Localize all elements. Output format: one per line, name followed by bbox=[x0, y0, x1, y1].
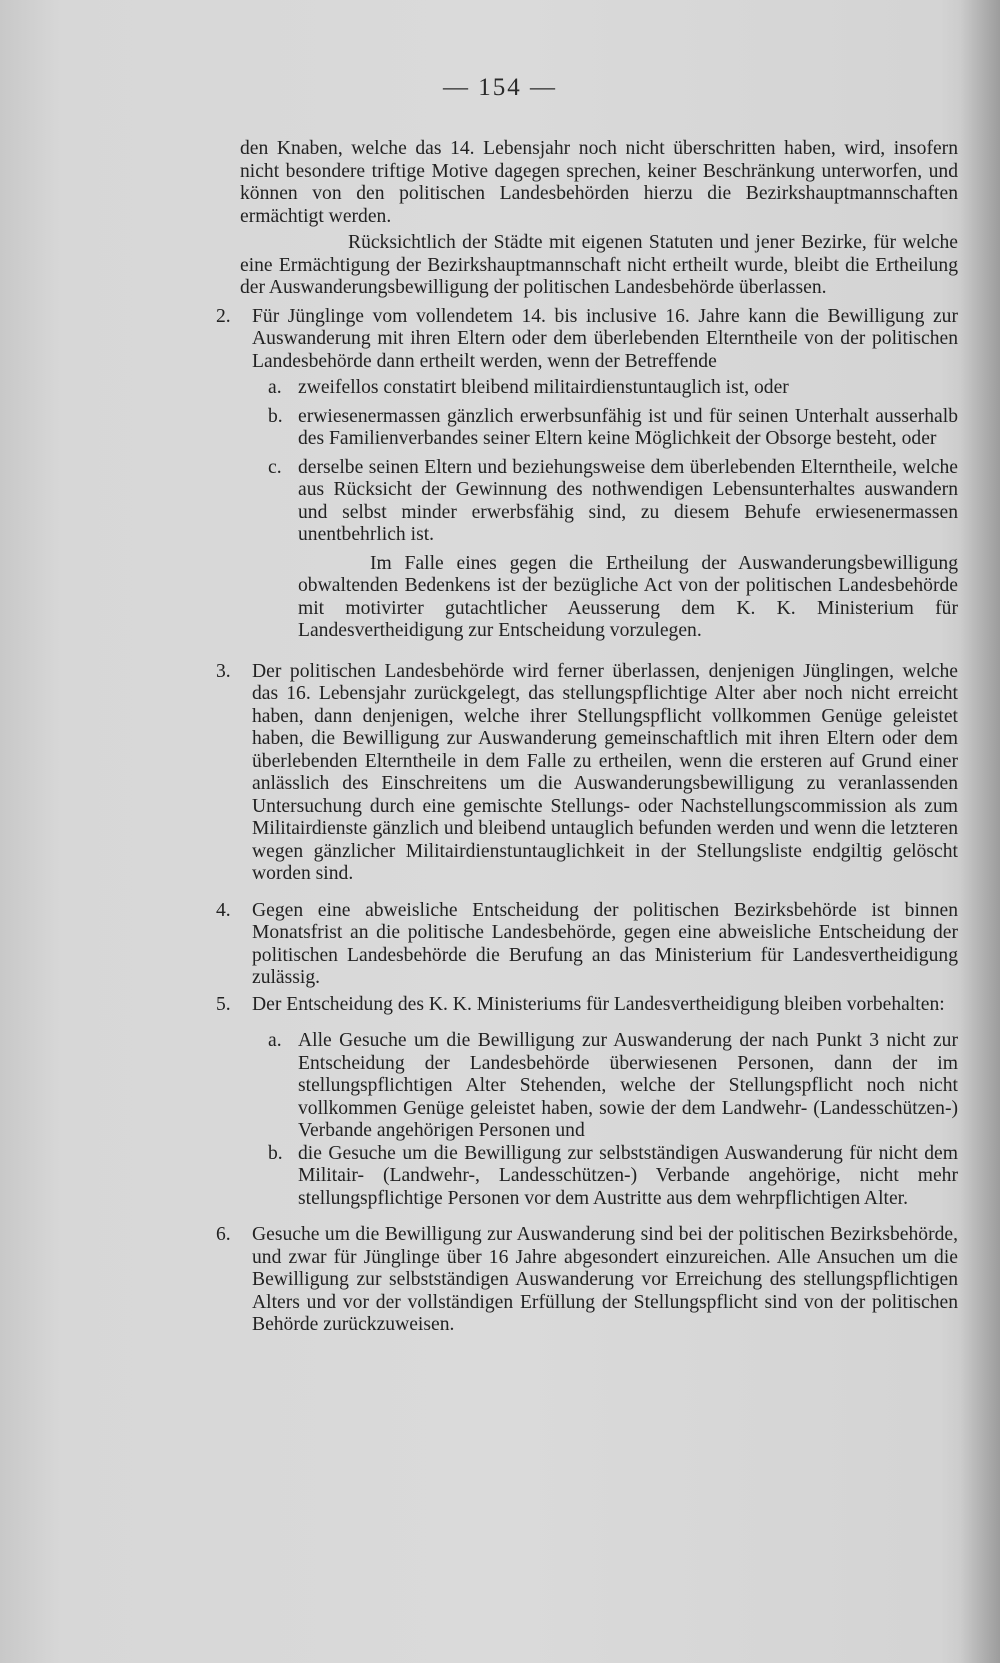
section-4-number: 4. bbox=[216, 899, 231, 921]
item-letter: b. bbox=[268, 1142, 283, 1164]
section-3 bbox=[216, 661, 958, 886]
section-2-item-b bbox=[240, 406, 958, 451]
section-3-text: Der politischen Landesbehörde wird ferner überlassen, denjenigen Jünglingen, welche das 16. Lebensjahr zurückgelegt, das stellungspflichtige Alter aber noch nicht erreicht haben, dann denjenigen, welche ihrer Stellungspflicht vollkommen Genüge geleistet haben, die Bewilligung zur Auswanderung gemeinschaftlich mit ihren Eltern oder dem überlebenden Elterntheile in dem Falle zu ertheilen, wenn die ersteren auf Grund einer anlässlich des Einschreitens um die Auswanderungsbewilligung zu veranlassenden Untersuchung durch eine gemischte Stellungs- oder Nachstellungscommission als zum Militairdienste gänzlich und bleibend untauglich befunden werden und wenn die letzteren wegen gänzlicher Militairdienstuntauglichkeit in der Stellungsliste endgiltig gelöscht worden sind. bbox=[252, 660, 958, 884]
section-5-text: Der Entscheidung des K. K. Ministeriums für Landesvertheidigung bleiben vorbehalten: bbox=[252, 993, 945, 1015]
section-2-item-c bbox=[240, 457, 958, 547]
section-2 bbox=[216, 306, 958, 374]
item-text: zweifellos constatirt bleibend militairdienstuntauglich ist, oder bbox=[298, 377, 789, 398]
item-text: die Gesuche um die Bewilligung zur selbstständigen Auswanderung für nicht dem Militair- (Landwehr-, Landesschützen-) Verbande angehörige, nicht mehr stellungspflichtige Personen vor dem Austritte aus dem wehrpflichtigen Alter. bbox=[298, 1142, 958, 1209]
section-6-number: 6. bbox=[216, 1224, 231, 1245]
intro-paragraph-1: den Knaben, welche das 14. Lebensjahr noch nicht überschritten haben, wird, insofern nicht besondere triftige Motive dagegen sprechen, keiner Beschränkung unterworfen, und können von den politischen Landesbehörden hierzu die Bezirkshauptmannschaften ermächtigt werden. bbox=[240, 138, 958, 227]
item-letter: a. bbox=[268, 377, 282, 398]
section-4-text: Gegen eine abweisliche Entscheidung der politischen Bezirksbehörde ist binnen Monatsfrist an die politische Landesbehörde, gegen eine abweisliche Entscheidung der politischen Landesbehörde die Berufung an das Ministerium für Landesvertheidigung zulässig. bbox=[252, 899, 958, 988]
section-2-number: 2. bbox=[216, 305, 231, 327]
section-3-number: 3. bbox=[216, 660, 231, 682]
item-letter: c. bbox=[268, 456, 282, 478]
item-text: erwiesenermassen gänzlich erwerbsunfähig ist und für seinen Unterhalt ausserhalb des Familienverbandes seiner Eltern keine Möglichkeit der Obsorge besteht, oder bbox=[298, 405, 958, 449]
section-4 bbox=[216, 900, 958, 990]
intro-paragraph-2: Rücksichtlich der Städte mit eigenen Statuten und jener Bezirke, für welche eine Ermächtigung der Bezirkshauptmannschaft nicht ertheilt wurde, bleibt die Ertheilung der Auswanderungsbewilligung der politischen Landesbehörde überlassen. bbox=[240, 232, 958, 298]
section-5-number: 5. bbox=[216, 993, 231, 1015]
section-5-item-a bbox=[240, 1030, 958, 1143]
section-6 bbox=[216, 1224, 958, 1337]
page-body bbox=[216, 138, 958, 1337]
section-5-item-b bbox=[240, 1143, 958, 1211]
section-6-text: Gesuche um die Bewilligung zur Auswanderung sind bei der politischen Bezirksbehörde, und zwar für Jünglinge über 16 Jahre abgesondert einzureichen. Alle Ansuchen um die Bewilligung zur selbstständigen Auswanderung vor Erreichung des stellungspflichtigen Alters und vor der vollständigen Erfüllung der Stellungspflicht sind von der politischen Behörde zurückzuweisen. bbox=[252, 1224, 958, 1335]
section-5 bbox=[216, 994, 958, 1017]
section-2-text: Für Jünglinge vom vollendetem 14. bis inclusive 16. Jahre kann die Bewilligung zur Auswanderung mit ihren Eltern oder dem überlebenden Elterntheile von der politischen Landesbehörde dann ertheilt werden, wenn der Betreffende bbox=[252, 305, 958, 372]
section-2-item-a bbox=[240, 377, 958, 400]
item-text: derselbe seinen Eltern und beziehungsweise dem überlebenden Elterntheile, welche aus Rücksicht der Gewinnung des nothwendigen Lebensunterhaltes auswandern und selbst minder erwerbsfähig sind, zu diesem Behufe erwiesenermassen unentbehrlich ist. bbox=[298, 456, 958, 545]
page-number: — 154 — bbox=[443, 74, 557, 101]
item-letter: a. bbox=[268, 1030, 282, 1051]
item-letter: b. bbox=[268, 405, 283, 427]
section-2-closing bbox=[240, 553, 958, 643]
section-2-closing-text: Im Falle eines gegen die Ertheilung der Auswanderungsbewilligung obwaltenden Bedenkens ist der bezügliche Act von der politischen Landesbehörde mit motivirter gutachtlicher Aeusserung dem K. K. Ministerium für Landesvertheidigung zur Entscheidung vorzulegen. bbox=[298, 552, 958, 641]
item-text: Alle Gesuche um die Bewilligung zur Auswanderung der nach Punkt 3 nicht zur Entscheidung der Landesbehörde überwiesenen Personen, dann der im stellungspflichtigen Alter Stehenden, welche der Stellungspflicht noch nicht vollkommen Genüge geleistet haben, sowie der dem Landwehr- (Landesschützen-) Verbande angehörigen Personen und bbox=[298, 1030, 958, 1141]
